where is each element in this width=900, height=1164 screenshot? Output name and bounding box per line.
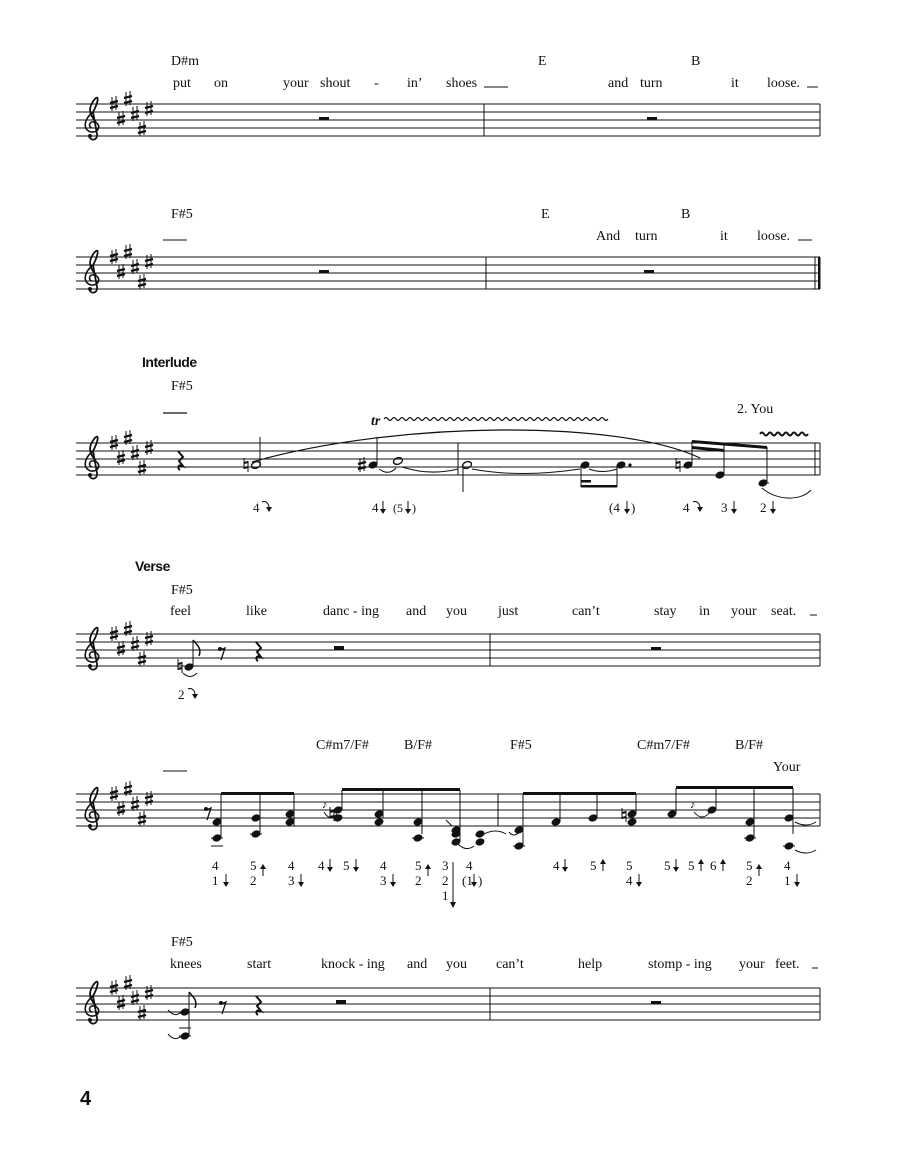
chord-symbol: D#m (171, 54, 199, 69)
svg-text:3: 3 (380, 873, 387, 888)
svg-text:5: 5 (688, 858, 695, 873)
svg-text:on: on (214, 76, 228, 91)
svg-text:): ) (412, 501, 416, 515)
svg-text:5: 5 (664, 858, 671, 873)
system-2 (76, 207, 821, 293)
lyric-line: Your (773, 760, 801, 775)
svg-text:4: 4 (372, 500, 379, 515)
svg-text:1: 1 (212, 873, 219, 888)
svg-text:F#5: F#5 (510, 738, 532, 753)
svg-text:2: 2 (746, 873, 753, 888)
svg-text:2: 2 (250, 873, 257, 888)
svg-text:♪: ♪ (322, 799, 328, 811)
svg-text:start: start (247, 957, 272, 972)
page-number: 4 (80, 1088, 92, 1110)
svg-text:2: 2 (178, 687, 185, 702)
svg-text:3: 3 (721, 500, 728, 515)
svg-text:feet.: feet. (775, 957, 800, 972)
harmonica-tab (212, 858, 800, 908)
svg-text:4: 4 (553, 858, 560, 873)
svg-text:knock - ing: knock - ing (321, 957, 385, 972)
trill-marking: tr (371, 414, 381, 429)
key-signature-icon (110, 975, 153, 1020)
svg-text:your: your (283, 76, 309, 91)
svg-text:4: 4 (253, 500, 260, 515)
svg-text:5: 5 (626, 858, 633, 873)
key-signature-icon (110, 621, 153, 666)
svg-text:it: it (720, 229, 728, 244)
svg-text:4: 4 (683, 500, 690, 515)
lyric-line: 2. You (737, 402, 774, 417)
svg-text:1: 1 (784, 873, 791, 888)
key-signature-icon (110, 244, 153, 289)
svg-text:5: 5 (250, 858, 257, 873)
svg-text:4: 4 (212, 858, 219, 873)
system-4 (76, 558, 820, 702)
svg-text:and: and (406, 604, 427, 619)
chord-symbol: F#5 (171, 207, 193, 222)
svg-text:2: 2 (442, 873, 449, 888)
harmonica-tab (253, 500, 776, 515)
system-1 (76, 54, 820, 140)
section-heading: Interlude (142, 354, 197, 370)
svg-text:C#m7/F#: C#m7/F# (637, 738, 690, 753)
svg-text:♪: ♪ (690, 799, 696, 811)
svg-text:seat.: seat. (771, 604, 797, 619)
svg-text:stay: stay (654, 604, 677, 619)
svg-text:4: 4 (288, 858, 295, 873)
svg-text:in: in (699, 604, 710, 619)
svg-text:4: 4 (626, 873, 633, 888)
lyric-line (596, 229, 790, 244)
svg-text:B/F#: B/F# (404, 738, 433, 753)
svg-text:knees: knees (170, 957, 202, 972)
svg-text:help: help (578, 957, 603, 972)
lyric-line (170, 957, 799, 972)
svg-text:you: you (446, 604, 467, 619)
chord-symbol: E (538, 54, 547, 69)
vibrato-mark (760, 433, 808, 436)
svg-text:your: your (731, 604, 757, 619)
svg-text:C#m7/F#: C#m7/F# (316, 738, 369, 753)
chord-symbol: B (681, 207, 691, 222)
svg-text:feel: feel (170, 604, 191, 619)
system-5 (76, 738, 820, 908)
svg-text:4: 4 (318, 858, 325, 873)
key-signature-icon (110, 781, 153, 826)
svg-text:5: 5 (343, 858, 350, 873)
svg-text:3: 3 (442, 858, 449, 873)
svg-text:5: 5 (415, 858, 422, 873)
svg-text:danc - ing: danc - ing (323, 604, 379, 619)
svg-text:and: and (608, 76, 629, 91)
chord-symbol: E (541, 207, 550, 222)
svg-text:5: 5 (590, 858, 597, 873)
svg-text:shout: shout (320, 76, 351, 91)
svg-text:3: 3 (288, 873, 295, 888)
key-signature-icon (110, 430, 153, 475)
svg-text:loose.: loose. (767, 76, 801, 91)
svg-text:1: 1 (442, 888, 449, 903)
svg-text:you: you (446, 957, 467, 972)
svg-text:in’: in’ (407, 76, 423, 91)
svg-text:stomp - ing: stomp - ing (648, 957, 712, 972)
svg-text:and: and (407, 957, 428, 972)
svg-text:like: like (246, 604, 267, 619)
svg-text:loose.: loose. (757, 229, 791, 244)
svg-text:turn: turn (635, 229, 658, 244)
lyric-line (173, 76, 800, 91)
svg-text:put: put (173, 76, 191, 91)
svg-text:(5: (5 (393, 501, 403, 515)
svg-text:2: 2 (760, 500, 767, 515)
svg-text:): ) (478, 873, 483, 888)
system-6 (76, 935, 820, 1041)
svg-text:can’t: can’t (572, 604, 600, 619)
svg-text:just: just (498, 604, 519, 619)
svg-text:6: 6 (710, 858, 717, 873)
system-3 (76, 354, 820, 515)
chord-symbol: F#5 (171, 379, 193, 394)
chord-symbol: F#5 (171, 935, 193, 950)
svg-text:(1: (1 (462, 873, 473, 888)
svg-text:your: your (739, 957, 765, 972)
svg-text:5: 5 (746, 858, 753, 873)
harmonica-tab (178, 687, 198, 702)
svg-text:(4: (4 (609, 500, 620, 515)
svg-text:-: - (374, 76, 379, 91)
svg-text:4: 4 (380, 858, 387, 873)
svg-text:4: 4 (784, 858, 791, 873)
chord-symbol: B (691, 54, 701, 69)
chord-symbol: F#5 (171, 583, 193, 598)
svg-text:it: it (731, 76, 739, 91)
svg-text:And: And (596, 229, 621, 244)
svg-text:): ) (631, 500, 636, 515)
section-heading: Verse (135, 558, 170, 574)
svg-text:can’t: can’t (496, 957, 524, 972)
svg-text:2: 2 (415, 873, 422, 888)
svg-text:B/F#: B/F# (735, 738, 764, 753)
trill-line (384, 418, 608, 421)
lyric-line (170, 604, 796, 619)
svg-text:turn: turn (640, 76, 663, 91)
svg-text:shoes: shoes (446, 76, 478, 91)
key-signature-icon (110, 91, 153, 136)
svg-text:4: 4 (466, 858, 473, 873)
chord-row (316, 738, 763, 753)
